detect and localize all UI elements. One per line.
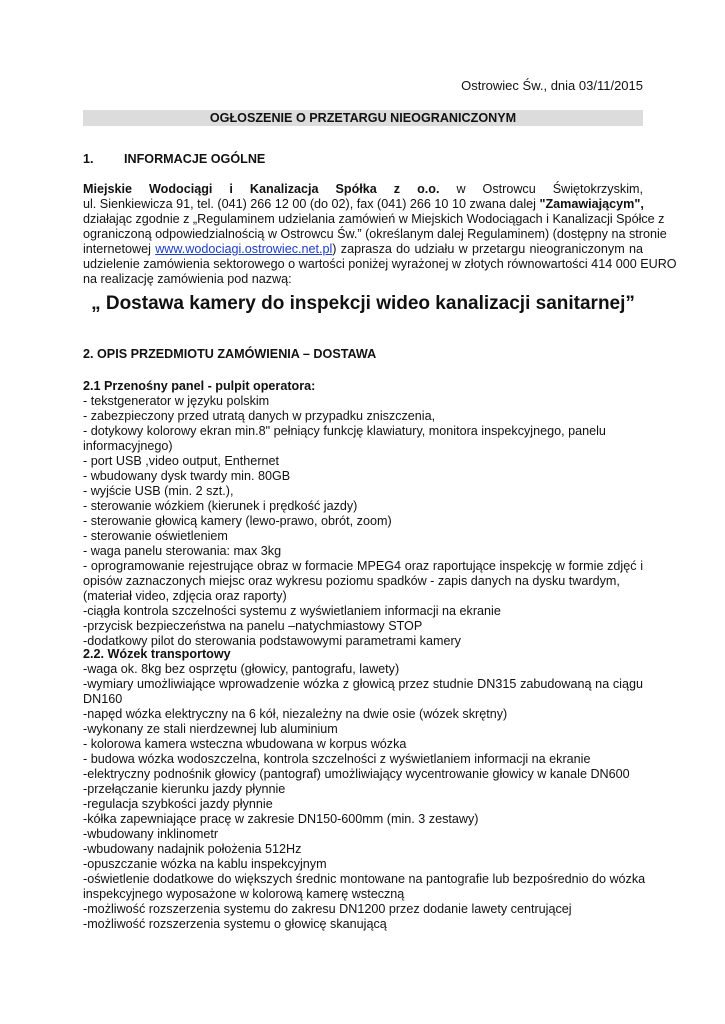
intro-paragraph <box>83 182 677 287</box>
intro-line: działając zgodnie z „Regulaminem udzielania zamówień w Miejskich Wodociągach i Kanalizacji Spółce z <box>83 212 665 226</box>
list-item: informacyjnego) <box>83 439 173 453</box>
list-item: - wyjście USB (min. 2 szt.), <box>83 484 234 498</box>
list-item: (materiał video, zdjęcia oraz raporty) <box>83 589 287 603</box>
tender-title: „ Dostawa kamery do inspekcji wideo kanalizacji sanitarnej” <box>91 293 635 314</box>
list-item: - port USB ,video output, Enthernet <box>83 454 280 468</box>
list-item: - dotykowy kolorowy ekran min.8" pełniący funkcję klawiatury, monitora inspekcyjnego, panelu <box>83 424 606 438</box>
intro-line <box>83 182 643 197</box>
transport-cart-list <box>83 662 646 932</box>
list-item: -regulacja szybkości jazdy płynnie <box>83 797 273 811</box>
client-label: "Zamawiającym", <box>539 197 644 211</box>
list-item: -wbudowany inklinometr <box>83 827 219 841</box>
section-1-number: 1. <box>83 152 94 166</box>
list-item: -kółka zapewniające pracę w zakresie DN150-600mm (min. 3 zestawy) <box>83 812 479 826</box>
list-item: - kolorowa kamera wsteczna wbudowana w korpus wózka <box>83 737 407 751</box>
list-item: -przełączanie kierunku jazdy płynnie <box>83 782 286 796</box>
list-item: - waga panelu sterowania: max 3kg <box>83 544 282 558</box>
list-item: -ciągła kontrola szczelności systemu z wyświetlaniem informacji na ekranie <box>83 604 501 618</box>
list-item: - tekstgenerator w języku polskim <box>83 394 270 408</box>
section-1-heading <box>83 152 265 167</box>
list-item: - sterowanie wózkiem (kierunek i prędkość jazdy) <box>83 499 358 513</box>
intro-line <box>83 197 643 212</box>
website-link[interactable]: www.wodociagi.ostrowiec.net.pl <box>155 242 333 256</box>
intro-text: ) zaprasza do udziału w przetargu nieograniczonym na <box>332 242 644 256</box>
transport-cart-section <box>83 647 646 932</box>
intro-text: internetowej <box>83 242 156 256</box>
subsection-2-2-heading: 2.2. Wózek transportowy <box>83 647 231 661</box>
document-date: Ostrowiec Św., dnia 03/11/2015 <box>461 78 643 93</box>
list-item: -oświetlenie dodatkowe do większych średnic montowane na pantografie lub bezpośrednio do wózka <box>83 872 646 886</box>
section-2-heading: 2. OPIS PRZEDMIOTU ZAMÓWIENIA – DOSTAWA <box>83 347 377 361</box>
list-item: DN160 <box>83 692 123 706</box>
intro-line: ograniczoną odpowiedzialnością w Ostrowcu Św.” (określanym dalej Regulaminem) (dostępny na stronie <box>83 227 667 241</box>
list-item: -możliwość rozszerzenia systemu o głowicę skanującą <box>83 917 387 931</box>
document-title: OGŁOSZENIE O PRZETARGU NIEOGRANICZONYM <box>83 110 643 126</box>
list-item: opisów zaznaczonych miejsc oraz wykresu poziomu spadków - zapis danych na dysku twardym, <box>83 574 620 588</box>
operator-panel-section <box>83 379 643 649</box>
list-item: - zabezpieczony przed utratą danych w przypadku zniszczenia, <box>83 409 436 423</box>
list-item: -dodatkowy pilot do sterowania podstawowymi parametrami kamery <box>83 634 461 648</box>
intro-text: ul. Sienkiewicza 91, tel. (041) 266 12 00 (do 02), fax (041) 266 10 10 zwana dalej <box>83 197 540 211</box>
company-name: Miejskie Wodociągi i Kanalizacja Spółka z o.o. <box>83 182 440 196</box>
list-item: inspekcyjnego wyposażone w kolorową kamerę wsteczną <box>83 887 405 901</box>
list-item: -napęd wózka elektryczny na 6 kół, niezależny na dwie osie (wózek skrętny) <box>83 707 508 721</box>
list-item: -wbudowany nadajnik położenia 512Hz <box>83 842 302 856</box>
list-item: -przycisk bezpieczeństwa na panelu –natychmiastowy STOP <box>83 619 423 633</box>
list-item: -elektryczny podnośnik głowicy (pantograf) umożliwiający wycentrowanie głowicy w kanale DN600 <box>83 767 630 781</box>
list-item: -wymiary umożliwiające wprowadzenie wózka z głowicą przez studnie DN315 zabudowaną na ciągu <box>83 677 643 691</box>
section-1-title: INFORMACJE OGÓLNE <box>124 152 266 166</box>
intro-line: udzielenie zamówienia sektorowego o wartości poniżej wyrażonej w złotych równowartości 414 000 EURO <box>83 257 677 271</box>
list-item: - wbudowany dysk twardy min. 80GB <box>83 469 291 483</box>
intro-line: na realizację zamówienia pod nazwą: <box>83 272 292 286</box>
intro-line <box>83 242 643 257</box>
intro-text: w Ostrowcu Świętokrzyskim, <box>439 182 643 196</box>
list-item: - sterowanie głowicą kamery (lewo-prawo, obrót, zoom) <box>83 514 392 528</box>
operator-panel-list <box>83 394 643 649</box>
list-item: -opuszczanie wózka na kablu inspekcyjnym <box>83 857 327 871</box>
list-item: - oprogramowanie rejestrujące obraz w formacie MPEG4 oraz raportujące inspekcję w formie zdjęć i <box>83 559 643 573</box>
list-item: -możliwość rozszerzenia systemu do zakresu DN1200 przez dodanie lawety centrującej <box>83 902 572 916</box>
list-item: - budowa wózka wodoszczelna, kontrola szczelności z wyświetlaniem informacji na ekranie <box>83 752 591 766</box>
list-item: -wykonany ze stali nierdzewnej lub aluminium <box>83 722 338 736</box>
subsection-2-1-heading: 2.1 Przenośny panel - pulpit operatora: <box>83 379 316 393</box>
list-item: - sterowanie oświetleniem <box>83 529 228 543</box>
list-item: -waga ok. 8kg bez osprzętu (głowicy, pantografu, lawety) <box>83 662 400 676</box>
